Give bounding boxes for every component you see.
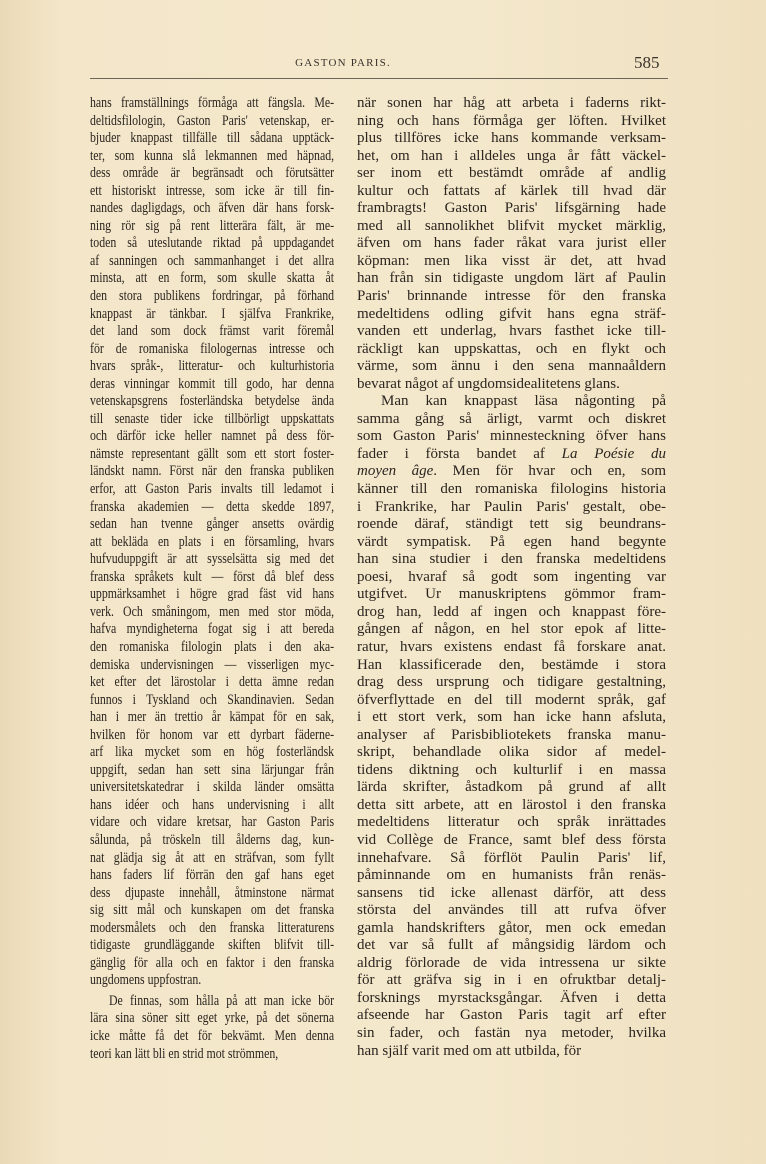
text-line: han från sin tidigaste ungdom lärt af Paulin (357, 270, 666, 287)
text-line: het, om han i alldeles unga år fått väckel- (357, 147, 666, 164)
text-line: ning och hans förmåga ger löften. Hvilket (357, 112, 666, 129)
text-segment: fader i första bandet af (357, 445, 562, 462)
text-line: största del användes till att rufva öfver (357, 902, 666, 919)
text-line: De finnas, som hålla på att man icke bör (108, 992, 335, 1009)
text-line: tidens diktning och kulturlif i en massa (357, 761, 666, 778)
text-line: demiska undervisningen — visserligen myc- (90, 656, 335, 673)
text-line: det var så fullt af mångsidig lärdom och (357, 937, 666, 954)
text-line: till senaste tider icke tillbörligt uppskattats (90, 410, 335, 427)
text-line: funnos i Tyskland och Skandinavien. Sedan (90, 691, 335, 708)
text-line: med all sannolikhet blifvit mycket märklig, (357, 217, 666, 234)
text-line: han sina studier i den franska medeltidens (357, 551, 666, 568)
text-line: deras vinningar kommit till godo, har denna (90, 375, 335, 392)
text-line: frambragts! Gaston Paris' lifsgärning hade (357, 200, 666, 217)
text-line: arf lika mycket som en hög fosterländsk (90, 744, 335, 761)
text-line: detta sitt arbete, att en lärostol i den franska (357, 796, 666, 813)
text-line: vetenskapsgrens fosterländska betydelse ända (90, 393, 335, 410)
text-line: känner till den romaniska filologins historia (357, 481, 666, 498)
text-line: köpman: men lika visst är det, att hvad (357, 252, 666, 269)
text-line: bjuder knappast tillfälle till sådana upptäck- (90, 130, 335, 147)
text-line: ländskt namn. Först när den franska publiken (90, 463, 335, 480)
text-line: hafva myndigheterna fogat sig i att bereda (90, 621, 335, 638)
text-line: Han klassificerade den, bestämde i stora (357, 656, 666, 673)
header-rule (90, 78, 668, 79)
text-line: drog han, ledd af ingen och knappast före- (357, 603, 666, 620)
text-line: aldrig förlorade de vida intressena ur sikte (357, 954, 666, 971)
text-line: i Frankrike, har Paulin Paris' gestalt, obe- (357, 498, 666, 515)
text-line: hans framställnings förmåga att fängsla. Me- (90, 95, 335, 111)
italic-title: moyen âge (357, 463, 434, 480)
text-line: det land som dock främst varit föremål (90, 323, 335, 340)
page-number: 585 (634, 53, 660, 72)
text-line: poesi, hvaraf så godt som ingenting var (357, 568, 666, 585)
text-line: utgifvet. Ur manuskriptens gömmor fram- (357, 586, 666, 603)
text-line: innehafvare. Så förflöt Paulin Paris' lif, (357, 849, 666, 866)
text-line: deltidsfilologin, Gaston Paris' vetenskap, er- (90, 112, 335, 129)
text-line: nat glädja sig åt att en sträfvan, som fyllt (90, 849, 335, 866)
text-line: att bekläda en plats i en församling, hvars (90, 533, 335, 550)
text-line: för de romaniska filologernas intresse och (90, 340, 335, 357)
text-line: gamla handskrifters gåtor, men ock emedan (357, 919, 666, 936)
text-line: sin fader, och fastän nya metoder, hvilka (357, 1024, 666, 1041)
text-line: vanden ett underlag, hvars fasthet icke till- (357, 323, 666, 340)
text-line: i ett stort verk, som han icke hann afsluta, (357, 709, 666, 726)
text-line: och därför icke heller namnet på dess för- (90, 428, 335, 445)
text-line (357, 446, 666, 464)
text-line: sansens tid icke allenast därför, att dess (357, 884, 666, 901)
text-line: för att gräfva sig in i en ofruktbar detalj- (357, 972, 666, 989)
text-line: af sanningen och sammanhanget i det allra (90, 252, 335, 269)
text-segment: . Men för hvar och en, som (433, 463, 666, 480)
text-line: äfven om hans fader råkat vara jurist eller (357, 235, 666, 252)
text-line: nämste representant gällt som ett stort foster- (90, 445, 335, 462)
text-line: han själf varit med om att utbilda, för (357, 1042, 582, 1059)
right-column (357, 95, 666, 1060)
text-line: medeltidens litteratur och språk inrättades (357, 814, 666, 831)
text-line: sedan han tvenne gånger ansetts ovärdig (90, 516, 335, 533)
text-line: vidare och vidare kretsar, har Gaston Paris (90, 814, 335, 831)
text-line: tidigaste grundläggande skiften blifvit till- (90, 937, 335, 954)
text-line: hans faders lif förrän den gaf hans eget (90, 867, 335, 884)
text-line: påminnande om en humanists från renäs- (357, 867, 666, 884)
text-line: plus tillföres icke hans kommande verksam- (357, 130, 666, 147)
text-line: lärda skrifter, åstadkom på grund af allt (357, 779, 666, 796)
text-line: franska akademien — detta skedde 1897, (90, 498, 335, 515)
text-line: den romaniska filologin plats i den aka- (90, 638, 335, 655)
text-line: hufvuduppgift är att sysselsätta sig med det (90, 551, 335, 568)
running-title: GASTON PARIS. (295, 57, 391, 69)
text-line: hvars språk-, litteratur- och kulturhistoria (90, 358, 335, 375)
text-line: öfverflyttade en del till modernt språk, gaf (357, 691, 666, 708)
text-line: minsta, att en form, som skulle skatta åt (90, 270, 335, 287)
text-line: lära sina söner sitt eget yrke, på det sönerna (90, 1010, 335, 1027)
text-line: gången af någon, en hel stor epok af litte- (357, 621, 666, 638)
text-line: ungdomens uppfostran. (90, 972, 202, 989)
text-line: när sonen har håg att arbeta i faderns rikt- (357, 95, 666, 111)
text-line: ratur, hvars existens endast få forskare anat. (357, 638, 666, 655)
left-column (90, 95, 334, 1063)
text-line: sig sitt mål och kunskapen om det franska (90, 902, 335, 919)
text-line: ett historiskt intresse, som icke är till fin- (90, 182, 335, 199)
text-line: knappast är tänkbar. I själfva Frankrike, (90, 305, 335, 322)
text-line: värdt sympatisk. På egen hand begynte (357, 533, 666, 550)
text-line: verk. Och småningom, men med stor möda, (90, 603, 335, 620)
text-line: icke måtte få det för bekvämt. Men denna (90, 1027, 335, 1044)
text-line: modersmålets och den franska litteraturens (90, 919, 335, 936)
text-line: dess område är begränsadt och förutsätter (90, 165, 335, 182)
text-line: ser inom ett bestämdt område af andlig (357, 165, 666, 182)
text-line: nandes dagligdags, och äfven där hans forsk- (90, 200, 335, 217)
text-line: värme, som ännu i den sena mannaåldern (357, 358, 666, 375)
text-line: den stora publikens fordringar, på förhand (90, 288, 335, 305)
text-line: drag dess ursprung och tidigare gestaltning, (357, 674, 666, 691)
text-line: erfor, att Gaston Paris invalts till ledamot i (90, 481, 335, 498)
italic-title: La Poésie du (561, 445, 666, 462)
text-line: Man kan knappast läsa någonting på (381, 393, 666, 410)
text-line: ning rör sig på rent litterära fält, är me- (90, 217, 335, 234)
text-line: roende däraf, ständigt tett sig beundrans- (357, 516, 666, 533)
text-line: räckligt kan uppskattas, och en flykt och (357, 340, 666, 357)
text-line: hvilken för honom var ett dyrbart fäderne- (90, 726, 335, 743)
text-line: medeltidens odling gifvit hans egna sträf- (357, 305, 666, 322)
text-line: dess djupaste innehåll, åtminstone närmat (90, 884, 335, 901)
text-line: forsknings myrstacksgångar. Äfven i detta (357, 989, 666, 1006)
text-line: ket efter det lärostolar i detta ämne redan (90, 674, 335, 691)
text-line: skript, behandlade olika sidor af medel- (357, 744, 666, 761)
text-line: afseende har Gaston Paris tagit arf efter (357, 1007, 666, 1024)
text-line: gänglig för alla och en faktor i den franska (90, 954, 335, 971)
text-line: franska språkets kult — först då blef dess (90, 568, 335, 585)
text-line: teori kan lätt bli en strid mot strömmen, (90, 1045, 279, 1062)
text-line: universitetskatedrar i skilda länder omsätta (90, 779, 335, 796)
text-line: hans idéer och hans undervisning i allt (90, 796, 335, 813)
text-line: ter, som kunna slå lekmannen med häpnad, (90, 147, 335, 164)
text-line: uppmärksamhet i högre grad fäst vid hans (90, 586, 335, 603)
text-line: kultur och fattats af kärlek till hvad där (357, 182, 666, 199)
text-line: bevarat något af ungdomsidealitetens glans. (357, 375, 620, 392)
text-line: Paris' brinnande intresse för den franska (357, 288, 666, 305)
text-line: vid Collège de France, samt blef dess första (357, 831, 666, 848)
text-line: han i mer än trettio år kämpat för en sak, (90, 709, 335, 726)
text-line: toden så uteslutande riktad på uppdagandet (90, 235, 335, 252)
text-line: samma gång så ärligt, varmt och diskret (357, 410, 666, 427)
text-line: analyser af Parisbibliotekets franska manu- (357, 726, 666, 743)
text-line: uppgift, sedan han sett sina lärjungar från (90, 761, 335, 778)
text-line: som Gaston Paris' minnesteckning öfver hans (357, 428, 666, 445)
text-line (357, 463, 666, 481)
text-line: sålunda, på tröskeln till ålderns dag, kun- (90, 831, 335, 848)
